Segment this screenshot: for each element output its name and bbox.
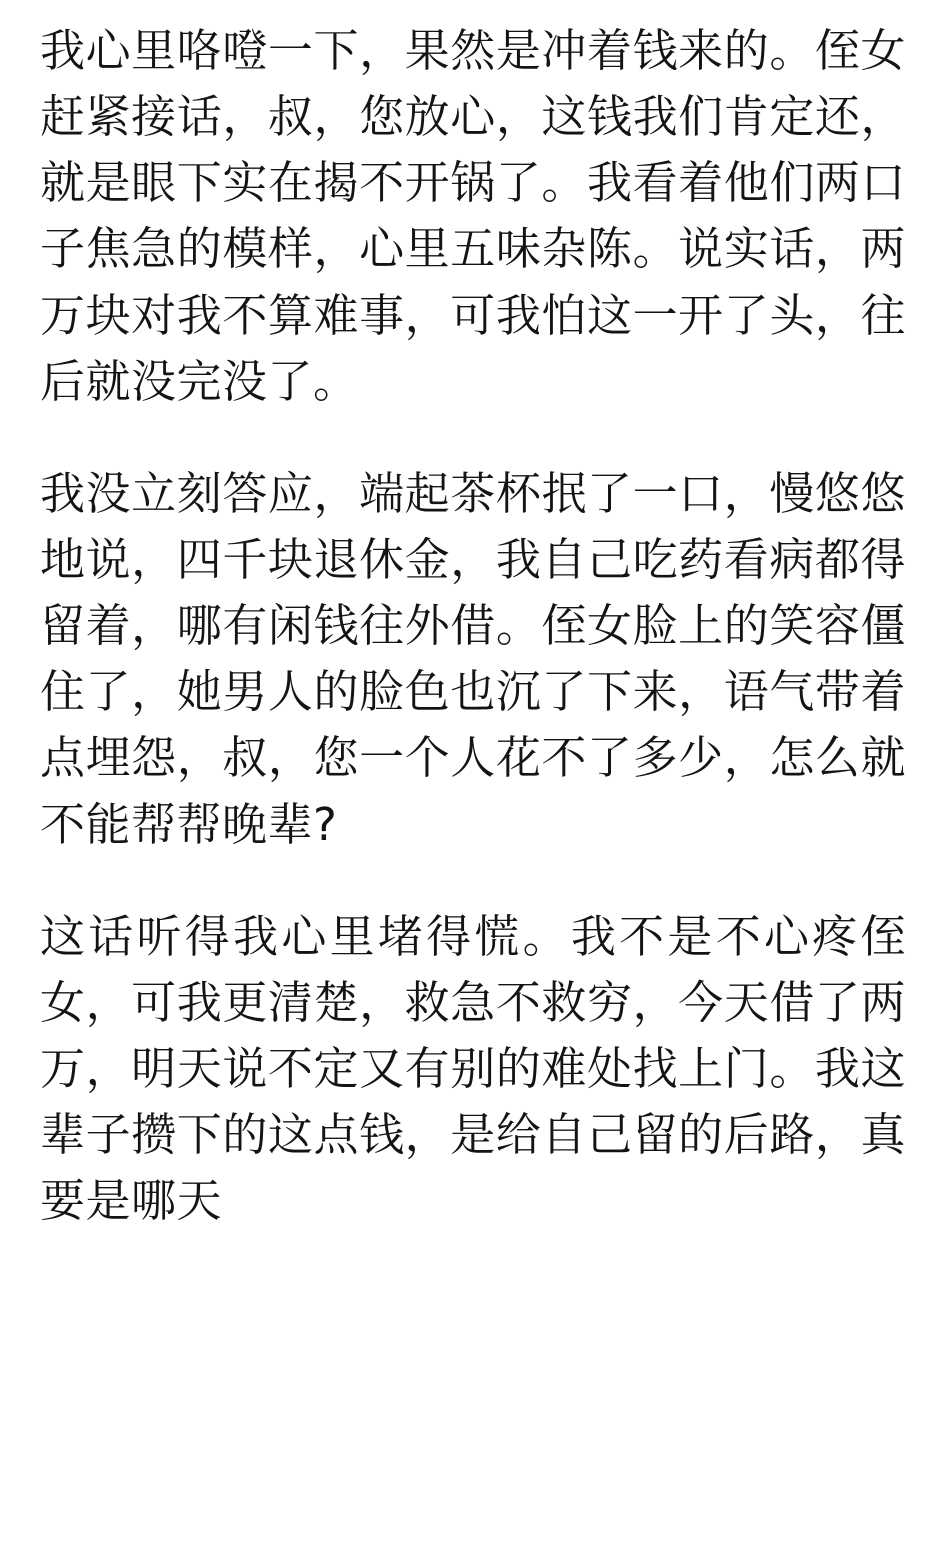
paragraph-2: 我没立刻答应，端起茶杯抿了一口，慢悠悠地说，四千块退休金，我自己吃药看病都得留着，哪有闲钱往外借。侄女脸上的笑容僵住了，她男人的脸色也沉了下来，语气带着点埋怨，叔，您一个人花不了多少，怎么就不能帮帮晚辈? — [40, 466, 906, 851]
paragraph-3: 这话听得我心里堵得慌。我不是不心疼侄女，可我更清楚，救急不救穷，今天借了两万，明天说不定又有别的难处找上门。我这辈子攒下的这点钱，是给自己留的后路，真要是哪天 — [40, 909, 906, 1228]
paragraph-1: 我心里咯噔一下，果然是冲着钱来的。侄女赶紧接话，叔，您放心，这钱我们肯定还，就是眼下实在揭不开锅了。我看着他们两口子焦急的模样，心里五味杂陈。说实话，两万块对我不算难事，可我怕这一开了头，往后就没完没了。 — [40, 24, 906, 408]
